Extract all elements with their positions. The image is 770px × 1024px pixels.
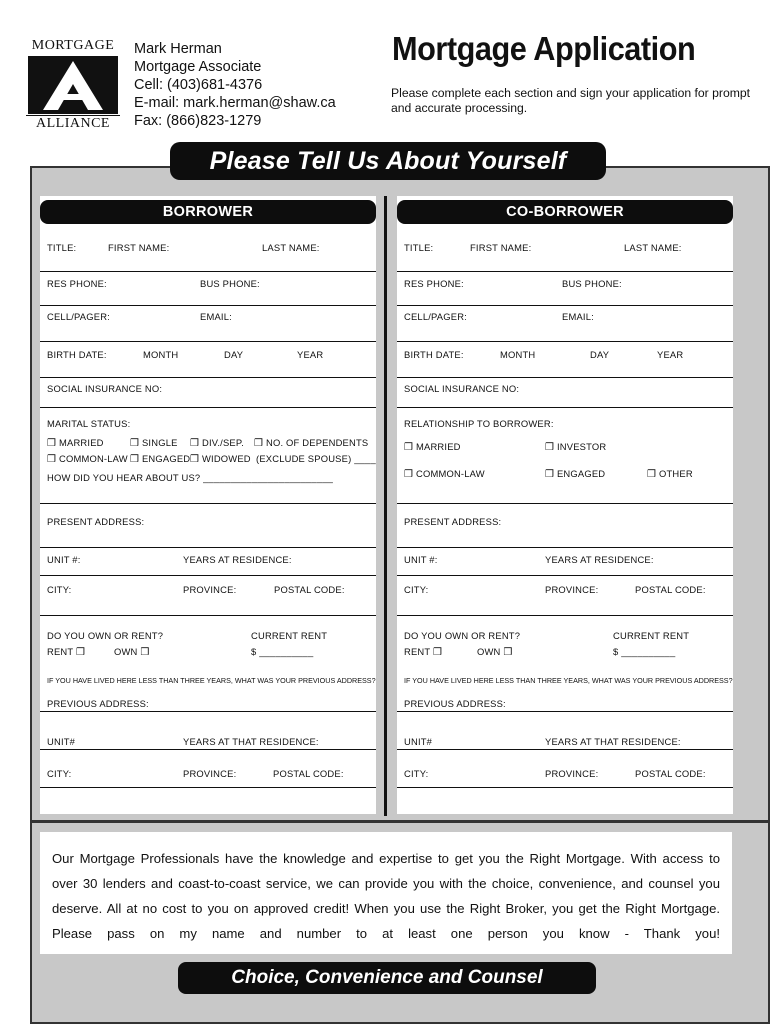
married-checkbox[interactable] xyxy=(47,437,104,449)
engaged-label: ENGAGED xyxy=(141,453,191,464)
checkbox-icon: ❒ xyxy=(404,442,414,453)
province-label: PROVINCE: xyxy=(545,584,599,595)
own-rent-question: DO YOU OWN OR RENT? xyxy=(404,630,521,641)
years-at-residence-label: YEARS AT RESIDENCE: xyxy=(183,554,292,565)
coborrower-heading: CO-BORROWER xyxy=(397,200,733,224)
coborrower-phone-row[interactable] xyxy=(397,272,733,306)
agent-cell: Cell: (403)681-4376 xyxy=(134,77,263,93)
checkbox-icon: ❒ xyxy=(75,647,86,658)
checkbox-icon: ❒ xyxy=(503,647,513,658)
borrower-present-address-row[interactable] xyxy=(40,504,376,548)
rent-label: RENT xyxy=(404,646,431,657)
own-checkbox[interactable] xyxy=(477,646,513,658)
borrower-name-row[interactable] xyxy=(40,232,376,272)
coborrower-name-row[interactable] xyxy=(397,232,733,272)
div-sep-label: DIV./SEP. xyxy=(201,437,244,448)
month-label: MONTH xyxy=(143,349,179,360)
cell-label: CELL/PAGER: xyxy=(47,311,110,322)
sin-label: SOCIAL INSURANCE NO: xyxy=(47,383,163,394)
prev-city-label: CITY: xyxy=(47,768,72,779)
agent-fax: Fax: (866)823-1279 xyxy=(134,113,262,129)
agent-name: Mark Herman xyxy=(134,41,222,57)
email-label: EMAIL: xyxy=(200,311,232,322)
years-at-that-residence-label: YEARS AT THAT RESIDENCE: xyxy=(545,736,681,747)
dependents-label: NO. OF DEPENDENTS xyxy=(265,437,369,448)
postal-code-label: POSTAL CODE: xyxy=(635,584,706,595)
married-label: MARRIED xyxy=(415,441,461,452)
own-rent-question: DO YOU OWN OR RENT? xyxy=(47,630,164,641)
rent-label: RENT xyxy=(47,646,74,657)
checkbox-icon: ❒ xyxy=(404,469,414,480)
borrower-phone-row[interactable] xyxy=(40,272,376,306)
promo-line: over 30 lenders and coast-to-coast service, we can provide you with the choice, convenience, and counsel you xyxy=(52,876,720,891)
marital-status-label: MARITAL STATUS: xyxy=(47,418,131,429)
month-label: MONTH xyxy=(500,349,536,360)
checkbox-icon: ❒ xyxy=(545,469,555,480)
prev-unit-label: UNIT# xyxy=(47,736,76,747)
widowed-checkbox[interactable] xyxy=(190,453,251,465)
engaged-checkbox[interactable] xyxy=(545,468,605,480)
dependents-checkbox[interactable] xyxy=(254,437,368,449)
promo-line: deserve. All at no cost to you on approved credit! When you use the Right Broker, you get the Right Mortgage. xyxy=(52,901,720,916)
coborrower-unit-row[interactable] xyxy=(397,548,733,576)
coborrower-contact-row[interactable] xyxy=(397,306,733,342)
section-banner xyxy=(170,142,606,180)
logo-a-icon xyxy=(28,56,118,114)
agent-contact-block xyxy=(134,40,336,130)
rent-checkbox[interactable] xyxy=(404,646,442,658)
checkbox-icon: ❒ xyxy=(130,438,140,449)
unit-label: UNIT #: xyxy=(404,554,438,565)
checkbox-icon: ❒ xyxy=(254,438,264,449)
checkbox-icon: ❒ xyxy=(140,647,150,658)
own-label: OWN xyxy=(114,646,138,657)
sin-label: SOCIAL INSURANCE NO: xyxy=(404,383,520,394)
unit-label: UNIT #: xyxy=(47,554,81,565)
year-label: YEAR xyxy=(657,349,684,360)
exclude-spouse-field[interactable]: (EXCLUDE SPOUSE) ____ xyxy=(256,453,376,464)
checkbox-icon: ❒ xyxy=(47,438,57,449)
logo-bottom-text: ALLIANCE xyxy=(26,115,120,132)
year-label: YEAR xyxy=(297,349,324,360)
first-name-label: FIRST NAME: xyxy=(470,242,532,253)
current-rent-label: CURRENT RENT xyxy=(613,630,690,641)
borrower-city-row[interactable] xyxy=(40,576,376,616)
investor-checkbox[interactable] xyxy=(545,441,606,453)
page-title: Mortgage Application xyxy=(392,30,696,67)
investor-label: INVESTOR xyxy=(556,441,607,452)
borrower-unit-row[interactable] xyxy=(40,548,376,576)
current-rent-field[interactable]: $ __________ xyxy=(251,646,314,657)
page-intro: Please complete each section and sign your application for prompt and accurate processing. xyxy=(391,86,751,115)
promo-line: Our Mortgage Professionals have the knowledge and expertise to get you the Right Mortgage. With access to xyxy=(52,851,720,866)
current-rent-label: CURRENT RENT xyxy=(251,630,328,641)
footer-banner: Choice, Convenience and Counsel xyxy=(178,962,596,994)
coborrower-column xyxy=(397,196,733,814)
widowed-label: WIDOWED xyxy=(201,453,251,464)
mortgage-alliance-logo xyxy=(26,38,120,132)
coborrower-sin-row[interactable] xyxy=(397,378,733,408)
borrower-birth-row[interactable] xyxy=(40,342,376,378)
borrower-contact-row[interactable] xyxy=(40,306,376,342)
years-at-residence-label: YEARS AT RESIDENCE: xyxy=(545,554,654,565)
agent-email: E-mail: mark.herman@shaw.ca xyxy=(134,95,336,111)
borrower-prev-unit-row[interactable] xyxy=(40,712,376,750)
present-address-label: PRESENT ADDRESS: xyxy=(47,516,145,527)
borrower-column xyxy=(40,196,376,814)
other-label: OTHER xyxy=(658,468,693,479)
promo-paragraph xyxy=(52,846,720,946)
other-checkbox[interactable] xyxy=(647,468,693,480)
coborrower-present-address-row[interactable] xyxy=(397,504,733,548)
single-label: SINGLE xyxy=(141,437,178,448)
province-label: PROVINCE: xyxy=(183,584,237,595)
common-law-label: COMMON-LAW xyxy=(58,453,128,464)
last-name-label: LAST NAME: xyxy=(262,242,320,253)
common-law-checkbox[interactable] xyxy=(47,453,128,465)
checkbox-icon: ❒ xyxy=(47,454,57,465)
prev-postal-code-label: POSTAL CODE: xyxy=(273,768,344,779)
email-label: EMAIL: xyxy=(562,311,594,322)
coborrower-birth-row[interactable] xyxy=(397,342,733,378)
section-banner-text: Please Tell Us About Yourself xyxy=(209,147,567,175)
own-label: OWN xyxy=(477,646,501,657)
married-checkbox[interactable] xyxy=(404,441,461,453)
coborrower-relationship-section xyxy=(397,408,733,504)
first-name-label: FIRST NAME: xyxy=(108,242,170,253)
column-divider xyxy=(384,196,387,816)
prev-city-label: CITY: xyxy=(404,768,429,779)
prev-unit-label: UNIT# xyxy=(404,736,433,747)
previous-address-label: PREVIOUS ADDRESS: xyxy=(47,698,149,709)
common-law-label: COMMON-LAW xyxy=(415,468,485,479)
coborrower-prev-unit-row[interactable] xyxy=(397,712,733,750)
logo-top-text: MORTGAGE xyxy=(31,38,115,53)
borrower-sin-row[interactable] xyxy=(40,378,376,408)
birth-date-label: BIRTH DATE: xyxy=(404,349,464,360)
relationship-label: RELATIONSHIP TO BORROWER: xyxy=(404,418,554,429)
checkbox-icon: ❒ xyxy=(432,647,443,658)
own-checkbox[interactable] xyxy=(114,646,150,658)
div-sep-checkbox[interactable] xyxy=(190,437,244,449)
bus-phone-label: BUS PHONE: xyxy=(562,278,622,289)
engaged-checkbox[interactable] xyxy=(130,453,190,465)
day-label: DAY xyxy=(224,349,244,360)
coborrower-city-row[interactable] xyxy=(397,576,733,616)
prev-postal-code-label: POSTAL CODE: xyxy=(635,768,706,779)
borrower-heading: BORROWER xyxy=(40,200,376,224)
prev-province-label: PROVINCE: xyxy=(183,768,237,779)
checkbox-icon: ❒ xyxy=(647,469,657,480)
checkbox-icon: ❒ xyxy=(545,442,555,453)
title-label: TITLE: xyxy=(47,242,77,253)
hear-about-us-field[interactable]: HOW DID YOU HEAR ABOUT US? ________________________ xyxy=(47,472,334,483)
bus-phone-label: BUS PHONE: xyxy=(200,278,260,289)
last-name-label: LAST NAME: xyxy=(624,242,682,253)
checkbox-icon: ❒ xyxy=(190,454,200,465)
checkbox-icon: ❒ xyxy=(190,438,200,449)
current-rent-field[interactable]: $ __________ xyxy=(613,646,676,657)
postal-code-label: POSTAL CODE: xyxy=(274,584,345,595)
lived-less-note: IF YOU HAVE LIVED HERE LESS THAN THREE YEARS, WHAT WAS YOUR PREVIOUS ADDRESS? xyxy=(404,676,733,685)
promo-line: Please pass on my name and number to at least one person you know - Thank you! xyxy=(52,926,720,941)
single-checkbox[interactable] xyxy=(130,437,178,449)
checkbox-icon: ❒ xyxy=(130,454,140,465)
borrower-own-rent-section xyxy=(40,616,376,712)
title-label: TITLE: xyxy=(404,242,434,253)
res-phone-label: RES PHONE: xyxy=(404,278,464,289)
coborrower-prev-city-row[interactable] xyxy=(397,750,733,788)
agent-role: Mortgage Associate xyxy=(134,59,262,75)
common-law-checkbox[interactable] xyxy=(404,468,485,480)
city-label: CITY: xyxy=(47,584,72,595)
borrower-marital-section xyxy=(40,408,376,504)
prev-province-label: PROVINCE: xyxy=(545,768,599,779)
res-phone-label: RES PHONE: xyxy=(47,278,107,289)
years-at-that-residence-label: YEARS AT THAT RESIDENCE: xyxy=(183,736,319,747)
city-label: CITY: xyxy=(404,584,429,595)
lived-less-note: IF YOU HAVE LIVED HERE LESS THAN THREE YEARS, WHAT WAS YOUR PREVIOUS ADDRESS? xyxy=(47,676,376,685)
rent-checkbox[interactable] xyxy=(47,646,85,658)
present-address-label: PRESENT ADDRESS: xyxy=(404,516,502,527)
borrower-prev-city-row[interactable] xyxy=(40,750,376,788)
engaged-label: ENGAGED xyxy=(556,468,606,479)
day-label: DAY xyxy=(590,349,610,360)
married-label: MARRIED xyxy=(58,437,104,448)
cell-label: CELL/PAGER: xyxy=(404,311,467,322)
birth-date-label: BIRTH DATE: xyxy=(47,349,107,360)
coborrower-own-rent-section xyxy=(397,616,733,712)
previous-address-label: PREVIOUS ADDRESS: xyxy=(404,698,506,709)
